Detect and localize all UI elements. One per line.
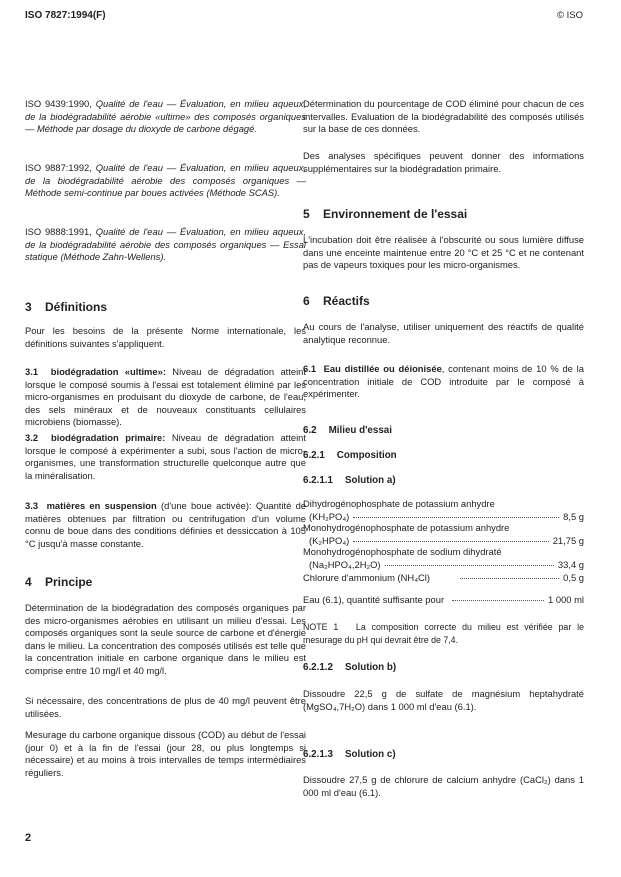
- solution-c-text: Dissoudre 27,5 g de chlorure de calcium anhydre (CaCl₂) dans 1 000 ml d'eau (6.1).: [303, 774, 584, 798]
- definition-3-1: 3.1 biodégradation «ultime»: Niveau de dégradation atteint lorsque le composé soumis à l'essai est totalement éliminé par les micro-organismes en produisant du dioxyde de carbone, de l'eau, des sels minéraux et de nouveaux constituants cellulaires microbiens (biomasse).: [25, 366, 306, 428]
- composition-item: [303, 498, 584, 523]
- ref-title: Qualité de l'eau — Évaluation, en milieu aqueux, de la biodégradabilité aérobie «ultime» des composés organiques — Méthode par dosage du dioxyde de carbone dégagé.: [25, 98, 307, 135]
- item-name: Monohydrogénophosphate de sodium dihydraté: [303, 546, 502, 557]
- subsection-6-1: 6.1 Eau distillée ou déionisée, contenant moins de 10 % de la concentration initiale de COD introduite par le composé à expérimenter.: [303, 363, 584, 400]
- ref-number: ISO 9439:1990,: [25, 98, 96, 109]
- definition-3-2: 3.2 biodégradation primaire: Niveau de dégradation atteint lorsque le composé à expérimenter a subi, sous l'action de micro-organismes, une transformation structurelle quelconque autre que la minéralisation.: [25, 432, 306, 481]
- subsection-6-2-1-heading: 6.2.1 Composition: [303, 450, 397, 461]
- section-5-text: L'incubation doit être réalisée à l'obscurité ou sous lumière diffuse dans une enceinte maintenue entre 20 °C et 25 °C et ne contenant pas de vapeurs toxiques pour les micro-organismes.: [303, 234, 584, 271]
- composition-item: [303, 572, 584, 585]
- section-4-heading: 4 Principe: [25, 575, 93, 589]
- subsection-6-2-1-3-heading: 6.2.1.3 Solution c): [303, 749, 396, 760]
- principle-para-2: Si nécessaire, des concentrations de plus de 40 mg/l peuvent être utilisées.: [25, 695, 306, 719]
- subsection-6-2-1-1-heading: 6.2.1.1 Solution a): [303, 475, 396, 486]
- ref-number: ISO 9888:1991,: [25, 226, 96, 237]
- composition-item: [303, 522, 584, 547]
- section-5-heading: 5 Environnement de l'essai: [303, 207, 468, 221]
- ref-number: ISO 9887:1992,: [25, 162, 96, 173]
- composition-item: [303, 546, 584, 571]
- subsection-6-2-1-2-heading: 6.2.1.2 Solution b): [303, 662, 397, 673]
- copyright: © ISO: [556, 10, 583, 21]
- subsection-6-2-heading: 6.2 Milieu d'essai: [303, 425, 392, 436]
- item-quantity: 33,4 g: [557, 558, 584, 570]
- principle-para-4: Détermination du pourcentage de COD éliminé pour chacun de ces intervalles. Evaluation de la biodégradabilité des composés utilisés sur la base de ces données.: [303, 98, 584, 135]
- item-quantity: 8,5 g: [563, 510, 584, 522]
- item-name: Dihydrogénophosphate de potassium anhydre: [303, 498, 495, 509]
- section-6-text: Au cours de l'analyse, utiliser uniquement des réactifs de qualité analytique reconnue.: [303, 321, 584, 345]
- reference-iso-9888: [25, 226, 306, 264]
- item-formula: (K₂HPO₄): [309, 534, 350, 546]
- composition-item: [303, 594, 584, 607]
- reference-iso-9439: [25, 98, 306, 136]
- ref-title: Qualité de l'eau — Évaluation, en milieu aqueux, de la biodégradabilité aérobie des composés organiques — Essai statique (Méthode Zahn-Wellens).: [25, 226, 307, 263]
- item-name: Eau (6.1), quantité suffisante pour: [303, 594, 445, 605]
- note-1: NOTE 1 La composition correcte du milieu est vérifiée par le mesurage du pH qui devrait être de 7,4.: [303, 622, 584, 645]
- page-number: 2: [25, 832, 32, 844]
- solution-b-text: Dissoudre 22,5 g de sulfate de magnésium heptahydraté (MgSO₄,7H₂O) dans 1 000 ml d'eau (6.1).: [303, 688, 584, 712]
- item-quantity: 0,5 g: [563, 572, 584, 583]
- definition-3-3: 3.3 matières en suspension (d'une boue activée): Quantité de matières obtenues par filtration ou centrifugation d'un volume connu de boue dans des conditions définies et dessiccation à 105 °C jusqu'à masse constante.: [25, 500, 306, 549]
- item-formula: (KH₂PO₄): [309, 510, 350, 522]
- principle-para-1: Détermination de la biodégradation des composés organiques par des micro-organismes aérobies en utilisant un milieu d'essai. Les composés organiques sont la seule source de carbone et d'énergie dans le milieu. La concentration des composés utilisés est telle que la concentration initiale en carbone organique dans le milieu est comprise entre 10 mg/l et 40 mg/l.: [25, 602, 306, 676]
- item-quantity: 21,75 g: [552, 534, 584, 546]
- item-quantity: 1 000 ml: [548, 594, 584, 605]
- section-6-heading: 6 Réactifs: [303, 294, 370, 308]
- ref-title: Qualité de l'eau — Évaluation, en milieu aqueux, de la biodégradabilité aérobie des composés organiques — Méthode semi-continue par boues activées (Méthode SCAS).: [25, 162, 307, 199]
- item-name: Monohydrogénophosphate de potassium anhydre: [303, 522, 510, 533]
- item-name: Chlorure d'ammonium (NH₄Cl): [303, 572, 430, 583]
- section-3-intro: Pour les besoins de la présente Norme internationale, les définitions suivantes s'appliquent.: [25, 325, 306, 349]
- section-3-heading: 3 Définitions: [25, 300, 107, 314]
- principle-para-5: Des analyses spécifiques peuvent donner des informations supplémentaires sur la biodégradation primaire.: [303, 150, 584, 174]
- principle-para-3: Mesurage du carbone organique dissous (COD) au début de l'essai (jour 0) et à la fin de l'essai (jour 28, ou plus longtemps si nécessaire) et au moins à trois intervalles de temps intermédiaires réguliers.: [25, 729, 306, 778]
- item-formula: (Na₂HPO₄,2H₂O): [309, 558, 381, 570]
- document-id: ISO 7827:1994(F): [25, 10, 106, 21]
- reference-iso-9887: [25, 162, 306, 200]
